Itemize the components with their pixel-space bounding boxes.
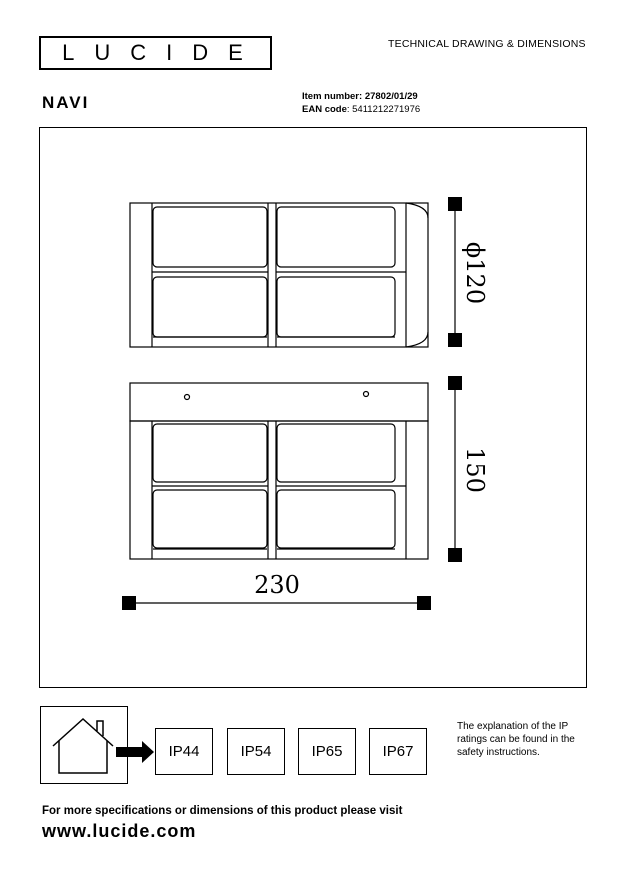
top-view xyxy=(130,203,428,347)
dimension-marker xyxy=(122,596,136,610)
ip-rating-ip44: IP44 xyxy=(155,728,213,775)
diameter-label: ϕ120 xyxy=(461,241,489,305)
front-view xyxy=(130,383,428,559)
dimension-marker xyxy=(448,333,462,347)
height-label: 150 xyxy=(461,447,489,493)
house-icon-box xyxy=(40,706,128,784)
document-title: TECHNICAL DRAWING & DIMENSIONS xyxy=(388,38,586,50)
logo-text: LUCIDE xyxy=(62,40,263,65)
ip-rating-ip67: IP67 xyxy=(369,728,427,775)
footer-text: For more specifications or dimensions of this product please visit xyxy=(42,805,403,817)
dimension-marker xyxy=(417,596,431,610)
dimension-marker xyxy=(448,197,462,211)
dimension-marker xyxy=(448,548,462,562)
ip-rating-ip54: IP54 xyxy=(227,728,285,775)
item-number-label: Item number xyxy=(302,91,360,102)
width-label: 230 xyxy=(254,571,300,599)
ip-rating-ip65: IP65 xyxy=(298,728,356,775)
item-number-value: : 27802/01/29 xyxy=(359,91,418,102)
website-link[interactable]: www.lucide.com xyxy=(42,821,197,841)
ean-code-label: EAN code xyxy=(302,104,347,115)
ip-explanation-note: The explanation of the IP ratings can be found in the safety instructions. xyxy=(457,721,575,758)
dimension-marker xyxy=(448,376,462,390)
ean-code-value: : 5411212271976 xyxy=(346,104,421,115)
product-name: NAVI xyxy=(42,93,90,112)
